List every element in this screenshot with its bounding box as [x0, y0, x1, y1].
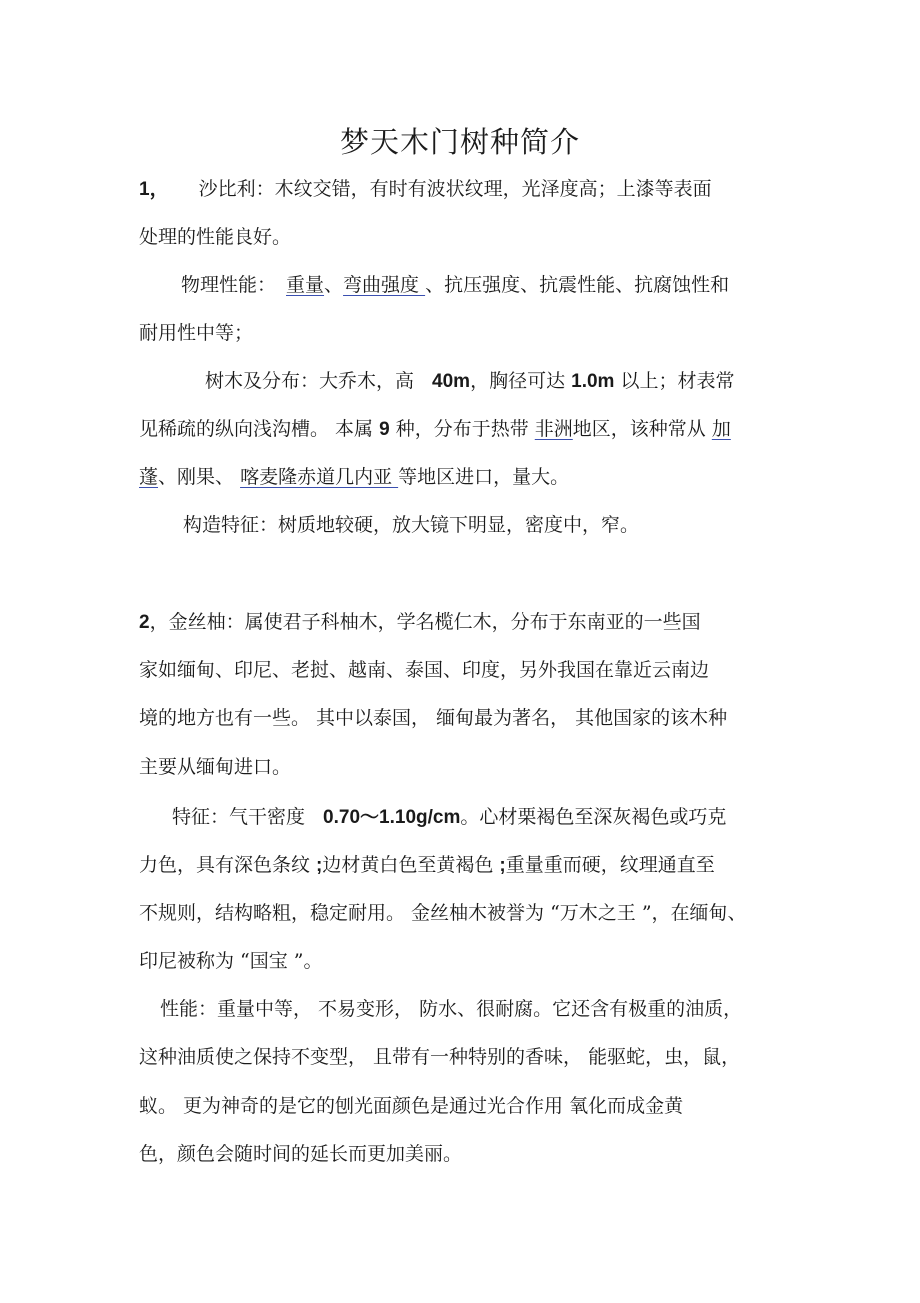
link-bending-strength[interactable]: 弯曲强度: [343, 274, 426, 296]
s2-performance-line-4: 色，颜色会随时间的延长而更加美丽。: [139, 1143, 463, 1165]
document-title: 梦天木门树种简介: [339, 125, 580, 159]
link-weight[interactable]: 重量: [286, 274, 325, 296]
s1-tree2-c: 地区，该种常从: [572, 418, 712, 440]
s2-feature-line-1: [172, 804, 726, 831]
link-gabon-part2[interactable]: 蓬: [139, 466, 159, 488]
s1-physical-line: [181, 272, 729, 298]
s2-feature-line-3: 不规则，结构略粗，稳定耐用。 金丝柚木被誉为 “万木之王 ”，在缅甸、: [139, 902, 747, 924]
s1-tree-line-3: [139, 464, 569, 490]
s2-feat2-a: 力色，具有深色条纹: [139, 854, 317, 876]
s2-line-1: [139, 609, 701, 636]
s2-feat-a: 特征：气干密度: [172, 806, 312, 828]
s2-feat2-c: 重量重而硬，纹理通直至: [505, 854, 715, 876]
s1-physical-label: 物理性能：: [181, 274, 277, 296]
s1-tree-line: [205, 368, 734, 395]
link-africa[interactable]: 非洲: [534, 418, 573, 440]
s2-text-1: ，金丝柚：属使君子科柚木，学名榄仁木，分布于东南亚的一些国: [149, 611, 701, 633]
s1-physical-line-2: 耐用性中等；: [139, 322, 254, 344]
s1-tree-b: ，胸径可达: [470, 370, 572, 392]
s2-semicolon-1: ;: [316, 855, 323, 876]
s1-physical-rest: 、抗压强度、抗震性能、抗腐蚀性和: [425, 274, 730, 296]
s2-feat-b: 。心材栗褐色至深灰褐色或巧克: [460, 806, 727, 828]
s2-performance-line-3: 蚁。 更为神奇的是它的刨光面颜色是通过光合作用 氧化而成金黄: [139, 1095, 684, 1117]
s1-tree-c: 以上；材表常: [614, 370, 735, 392]
s2-line-3: 境的地方也有一些。 其中以泰国， 缅甸最为著名， 其他国家的该木种: [139, 707, 728, 729]
s1-number: 1，: [139, 179, 169, 200]
s1-tree2-b: 种，分布于热带: [389, 418, 535, 440]
s1-sep: 、: [324, 274, 344, 296]
s2-semicolon-2: ;: [499, 855, 506, 876]
s1-species-count: 9: [379, 419, 390, 440]
s2-feature-line-2: [139, 852, 715, 879]
s1-structure: 构造特征：树质地较硬，放大镜下明显，密度中，窄。: [183, 514, 640, 536]
link-cameroon-eq-guinea[interactable]: 喀麦隆赤道几内亚: [240, 466, 399, 488]
s1-tree-height: 40m: [432, 371, 471, 392]
s2-line-4: 主要从缅甸进口。: [139, 756, 292, 778]
s2-feat2-b: 边材黄白色至黄褐色: [322, 854, 500, 876]
s1-tree-diameter: 1.0m: [571, 371, 615, 392]
s1-text-1: 沙比利：木纹交错，有时有波状纹理，光泽度高；上漆等表面: [198, 178, 712, 200]
s1-line-2: 处理的性能良好。: [139, 226, 292, 248]
s2-number: 2: [139, 612, 150, 633]
s2-feature-line-4: 印尼被称为 “国宝 ”。: [139, 950, 323, 972]
s1-tree3-a: 、刚果、: [158, 466, 241, 488]
s1-tree3-b: 等地区进口，量大。: [398, 466, 570, 488]
s2-performance-line-1: 性能：重量中等， 不易变形， 防水、很耐腐。它还含有极重的油质，: [160, 998, 743, 1020]
s2-performance-line-2: 这种油质使之保持不变型， 且带有一种特别的香味， 能驱蛇，虫，鼠，: [139, 1046, 741, 1068]
s2-density-value: 0.70～1.10g/cm: [323, 807, 461, 828]
s1-tree-line-2: [139, 416, 731, 443]
s2-line-2: 家如缅甸、印尼、老挝、越南、泰国、印度，另外我国在靠近云南边: [139, 659, 710, 681]
s1-line-1: [139, 176, 712, 203]
link-gabon-part1[interactable]: 加: [711, 418, 731, 440]
s1-tree-a: 树木及分布：大乔木，高: [205, 370, 421, 392]
s1-tree2-a: 见稀疏的纵向浅沟槽。 本属: [139, 418, 380, 440]
